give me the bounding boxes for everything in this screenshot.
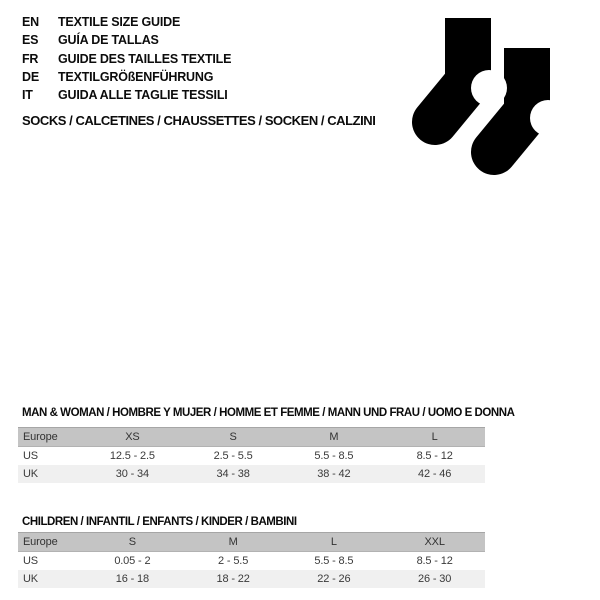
language-code: FR <box>22 51 39 66</box>
language-row <box>22 68 231 86</box>
cell: 34 - 38 <box>216 468 250 480</box>
cell: 38 - 42 <box>317 468 351 480</box>
language-code: IT <box>22 88 33 103</box>
language-code: DE <box>22 69 39 84</box>
language-row <box>22 50 231 68</box>
language-row <box>22 31 231 49</box>
header-cell: XXL <box>424 536 445 548</box>
language-code: EN <box>22 15 39 29</box>
socks-icon <box>400 10 570 180</box>
cell: 12.5 - 2.5 <box>109 450 155 462</box>
cell: 2 - 5.5 <box>218 555 249 567</box>
row-label: US <box>23 555 38 567</box>
header-cell: L <box>431 431 438 443</box>
table-header-row <box>18 427 485 447</box>
language-row <box>22 13 231 31</box>
row-label: UK <box>23 468 38 480</box>
language-label: TEXTILGRÖßENFÜHRUNG <box>58 69 214 84</box>
cell: 5.5 - 8.5 <box>314 555 354 567</box>
cell: 30 - 34 <box>115 468 149 480</box>
cell: 22 - 26 <box>317 573 351 585</box>
cell: 16 - 18 <box>115 573 149 585</box>
header-cell: XS <box>125 431 140 443</box>
language-label: TEXTILE SIZE GUIDE <box>58 15 181 29</box>
table-row <box>18 570 485 588</box>
size-table-children <box>18 532 485 588</box>
cell: 8.5 - 12 <box>416 555 453 567</box>
header-cell: M <box>329 431 339 443</box>
cell: 26 - 30 <box>418 573 452 585</box>
table-row <box>18 447 485 465</box>
language-label: GUÍA DE TALLAS <box>58 33 159 48</box>
row-label: US <box>23 450 38 462</box>
header-cell: L <box>330 536 337 548</box>
size-table-man-woman <box>18 427 485 483</box>
header-cell: S <box>229 431 237 443</box>
cell: 18 - 22 <box>216 573 250 585</box>
table-title-man-woman: MAN & WOMAN / HOMBRE Y MUJER / HOMME ET FEMME / MANN UND FRAU / UOMO E DONNA <box>22 407 515 419</box>
language-list <box>22 13 231 104</box>
header-cell: Europe <box>23 431 58 443</box>
language-label: GUIDE DES TAILLES TEXTILE <box>58 51 232 66</box>
language-row <box>22 86 231 104</box>
header-cell: Europe <box>23 536 58 548</box>
language-code: ES <box>22 33 39 48</box>
header-cell: S <box>128 536 136 548</box>
header-cell: M <box>228 536 238 548</box>
table-header-row <box>18 532 485 552</box>
table-row <box>18 552 485 570</box>
cell: 5.5 - 8.5 <box>314 450 354 462</box>
table-title-children: CHILDREN / INFANTIL / ENFANTS / KINDER / BAMBINI <box>22 516 297 528</box>
row-label: UK <box>23 573 38 585</box>
cell: 8.5 - 12 <box>416 450 453 462</box>
cell: 0.05 - 2 <box>114 555 151 567</box>
table-row <box>18 465 485 483</box>
language-label: GUIDA ALLE TAGLIE TESSILI <box>58 88 228 103</box>
category-heading: SOCKS / CALCETINES / CHAUSSETTES / SOCKEN / CALZINI <box>22 113 376 128</box>
cell: 42 - 46 <box>418 468 452 480</box>
cell: 2.5 - 5.5 <box>213 450 253 462</box>
